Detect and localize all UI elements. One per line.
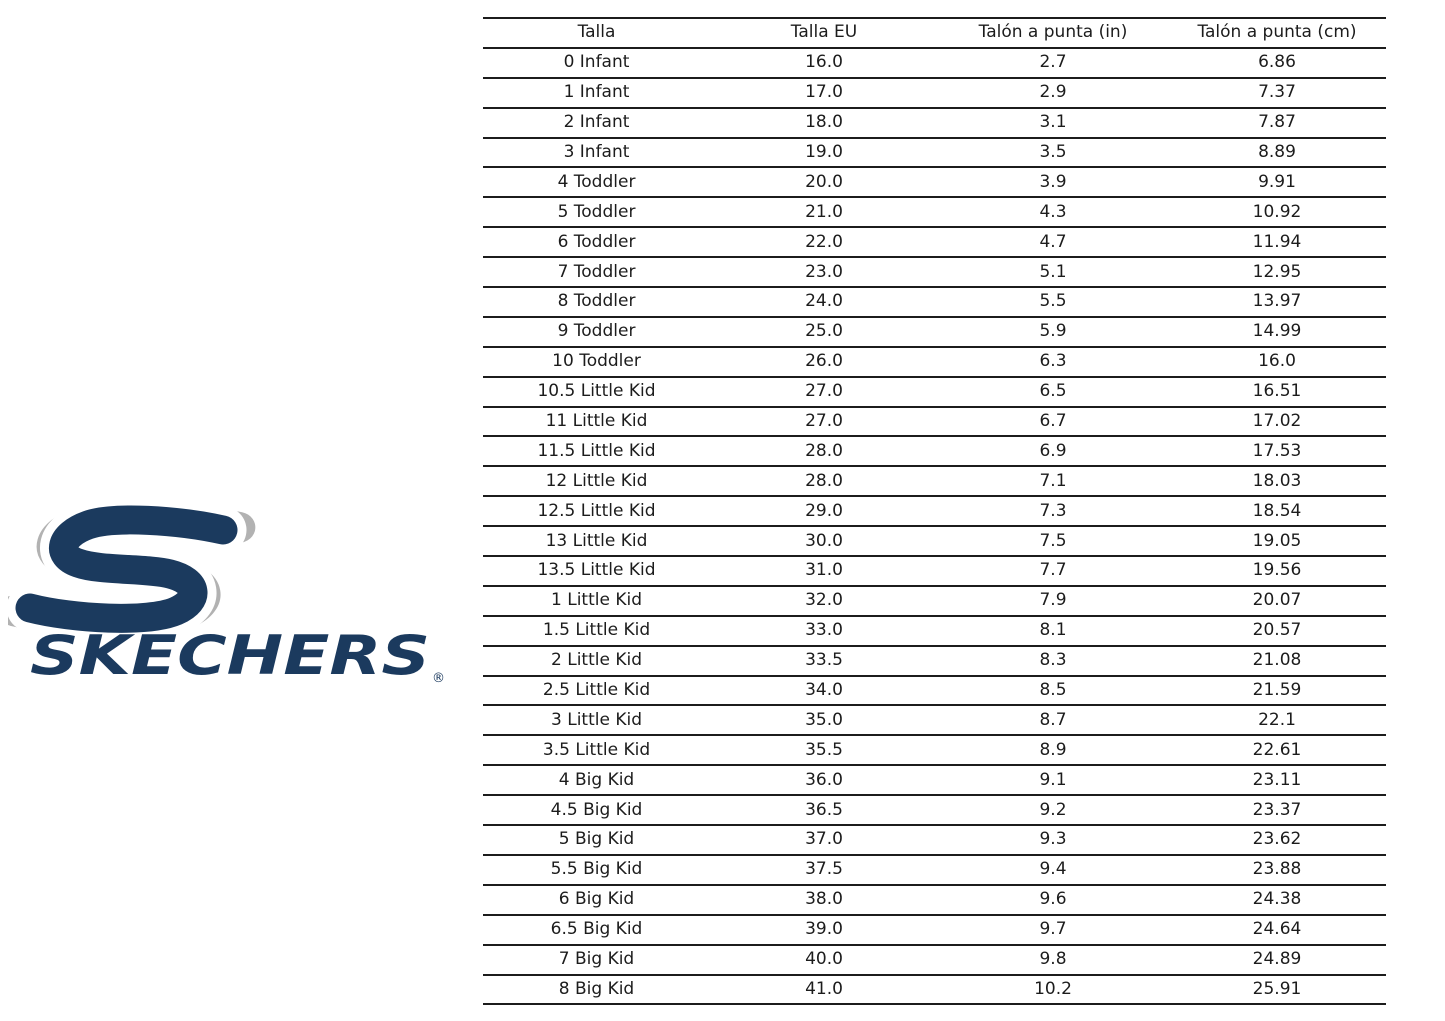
- table-cell: 6 Big Kid: [483, 885, 710, 915]
- table-cell: 11.5 Little Kid: [483, 436, 710, 466]
- table-cell: 2 Little Kid: [483, 646, 710, 676]
- table-cell: 3 Little Kid: [483, 705, 710, 735]
- table-cell: 12.5 Little Kid: [483, 496, 710, 526]
- table-cell: 8.7: [938, 705, 1168, 735]
- table-cell: 8.89: [1168, 138, 1386, 168]
- table-row: [483, 855, 1386, 885]
- table-row: [483, 436, 1386, 466]
- table-row: [483, 735, 1386, 765]
- table-cell: 27.0: [710, 407, 938, 437]
- table-cell: 8.9: [938, 735, 1168, 765]
- table-cell: 16.51: [1168, 377, 1386, 407]
- table-cell: 2.5 Little Kid: [483, 676, 710, 706]
- table-cell: 19.56: [1168, 556, 1386, 586]
- table-row: [483, 616, 1386, 646]
- table-cell: 23.62: [1168, 825, 1386, 855]
- column-header-talla-eu: Talla EU: [710, 18, 938, 48]
- table-cell: 24.38: [1168, 885, 1386, 915]
- table-cell: 7 Toddler: [483, 257, 710, 287]
- table-cell: 4 Big Kid: [483, 765, 710, 795]
- table-cell: 34.0: [710, 676, 938, 706]
- table-cell: 6 Toddler: [483, 227, 710, 257]
- table-cell: 21.59: [1168, 676, 1386, 706]
- table-cell: 20.07: [1168, 586, 1386, 616]
- table-cell: 9.6: [938, 885, 1168, 915]
- table-cell: 12.95: [1168, 257, 1386, 287]
- table-row: [483, 795, 1386, 825]
- table-cell: 13 Little Kid: [483, 526, 710, 556]
- table-cell: 6.5: [938, 377, 1168, 407]
- table-cell: 27.0: [710, 377, 938, 407]
- table-cell: 23.37: [1168, 795, 1386, 825]
- table-cell: 17.0: [710, 78, 938, 108]
- table-cell: 2 Infant: [483, 108, 710, 138]
- registered-mark-icon: ®: [432, 671, 445, 686]
- table-cell: 10.2: [938, 975, 1168, 1005]
- table-row: [483, 257, 1386, 287]
- size-chart-table: [483, 17, 1386, 1005]
- table-cell: 11 Little Kid: [483, 407, 710, 437]
- table-cell: 38.0: [710, 885, 938, 915]
- table-cell: 24.64: [1168, 915, 1386, 945]
- table-cell: 40.0: [710, 945, 938, 975]
- table-cell: 4.5 Big Kid: [483, 795, 710, 825]
- table-row: [483, 526, 1386, 556]
- table-cell: 4.7: [938, 227, 1168, 257]
- table-cell: 6.9: [938, 436, 1168, 466]
- table-cell: 20.57: [1168, 616, 1386, 646]
- table-row: [483, 705, 1386, 735]
- table-cell: 14.99: [1168, 317, 1386, 347]
- table-cell: 18.0: [710, 108, 938, 138]
- table-cell: 16.0: [710, 48, 938, 78]
- table-cell: 10.92: [1168, 197, 1386, 227]
- table-cell: 33.0: [710, 616, 938, 646]
- table-cell: 33.5: [710, 646, 938, 676]
- table-cell: 35.0: [710, 705, 938, 735]
- table-cell: 23.11: [1168, 765, 1386, 795]
- table-cell: 6.86: [1168, 48, 1386, 78]
- table-row: [483, 138, 1386, 168]
- table-cell: 7.9: [938, 586, 1168, 616]
- table-cell: 12 Little Kid: [483, 466, 710, 496]
- table-cell: 41.0: [710, 975, 938, 1005]
- table-row: [483, 646, 1386, 676]
- table-cell: 32.0: [710, 586, 938, 616]
- table-row: [483, 317, 1386, 347]
- table-cell: 6.5 Big Kid: [483, 915, 710, 945]
- table-cell: 7.37: [1168, 78, 1386, 108]
- table-cell: 10.5 Little Kid: [483, 377, 710, 407]
- table-cell: 1 Little Kid: [483, 586, 710, 616]
- table-cell: 16.0: [1168, 347, 1386, 377]
- table-row: [483, 765, 1386, 795]
- table-cell: 3.5 Little Kid: [483, 735, 710, 765]
- table-cell: 6.3: [938, 347, 1168, 377]
- table-cell: 8.5: [938, 676, 1168, 706]
- table-cell: 31.0: [710, 556, 938, 586]
- table-cell: 36.0: [710, 765, 938, 795]
- table-cell: 9.91: [1168, 167, 1386, 197]
- table-row: [483, 227, 1386, 257]
- table-cell: 2.7: [938, 48, 1168, 78]
- table-row: [483, 915, 1386, 945]
- table-cell: 5 Toddler: [483, 197, 710, 227]
- table-cell: 1.5 Little Kid: [483, 616, 710, 646]
- table-cell: 25.0: [710, 317, 938, 347]
- table-row: [483, 407, 1386, 437]
- table-cell: 8.1: [938, 616, 1168, 646]
- column-header-heel-toe-in: Talón a punta (in): [938, 18, 1168, 48]
- table-cell: 19.0: [710, 138, 938, 168]
- table-cell: 8 Big Kid: [483, 975, 710, 1005]
- table-cell: 4.3: [938, 197, 1168, 227]
- table-cell: 1 Infant: [483, 78, 710, 108]
- table-cell: 4 Toddler: [483, 167, 710, 197]
- brand-wordmark: SKECHERS: [30, 624, 430, 687]
- table-row: [483, 676, 1386, 706]
- table-cell: 7 Big Kid: [483, 945, 710, 975]
- column-header-talla: Talla: [483, 18, 710, 48]
- table-cell: 21.0: [710, 197, 938, 227]
- table-row: [483, 825, 1386, 855]
- table-cell: 39.0: [710, 915, 938, 945]
- table-row: [483, 377, 1386, 407]
- table-row: [483, 556, 1386, 586]
- table-row: [483, 197, 1386, 227]
- table-cell: 7.5: [938, 526, 1168, 556]
- table-row: [483, 108, 1386, 138]
- table-cell: 25.91: [1168, 975, 1386, 1005]
- table-row: [483, 885, 1386, 915]
- table-cell: 8.3: [938, 646, 1168, 676]
- table-row: [483, 586, 1386, 616]
- table-cell: 19.05: [1168, 526, 1386, 556]
- table-cell: 24.0: [710, 287, 938, 317]
- table-cell: 36.5: [710, 795, 938, 825]
- table-cell: 22.1: [1168, 705, 1386, 735]
- table-cell: 21.08: [1168, 646, 1386, 676]
- table-cell: 23.88: [1168, 855, 1386, 885]
- table-cell: 5 Big Kid: [483, 825, 710, 855]
- table-cell: 5.5: [938, 287, 1168, 317]
- table-cell: 0 Infant: [483, 48, 710, 78]
- table-cell: 2.9: [938, 78, 1168, 108]
- table-cell: 9.7: [938, 915, 1168, 945]
- table-cell: 20.0: [710, 167, 938, 197]
- table-cell: 37.0: [710, 825, 938, 855]
- table-cell: 29.0: [710, 496, 938, 526]
- table-cell: 17.02: [1168, 407, 1386, 437]
- table-row: [483, 975, 1386, 1005]
- table-row: [483, 78, 1386, 108]
- table-cell: 17.53: [1168, 436, 1386, 466]
- table-cell: 7.87: [1168, 108, 1386, 138]
- table-row: [483, 287, 1386, 317]
- table-header-row: [483, 18, 1386, 48]
- table-cell: 7.3: [938, 496, 1168, 526]
- skechers-logo: [8, 498, 448, 688]
- table-cell: 18.03: [1168, 466, 1386, 496]
- table-cell: 3.1: [938, 108, 1168, 138]
- table-cell: 11.94: [1168, 227, 1386, 257]
- table-row: [483, 466, 1386, 496]
- table-cell: 37.5: [710, 855, 938, 885]
- table-row: [483, 945, 1386, 975]
- table-cell: 5.9: [938, 317, 1168, 347]
- table-cell: 5.5 Big Kid: [483, 855, 710, 885]
- table-cell: 24.89: [1168, 945, 1386, 975]
- table-row: [483, 496, 1386, 526]
- table-cell: 3.5: [938, 138, 1168, 168]
- table-cell: 10 Toddler: [483, 347, 710, 377]
- skechers-s-icon: [8, 498, 448, 688]
- table-cell: 30.0: [710, 526, 938, 556]
- table-cell: 28.0: [710, 436, 938, 466]
- table-cell: 7.1: [938, 466, 1168, 496]
- table-cell: 28.0: [710, 466, 938, 496]
- table-cell: 13.5 Little Kid: [483, 556, 710, 586]
- table-cell: 35.5: [710, 735, 938, 765]
- table-cell: 5.1: [938, 257, 1168, 287]
- table-cell: 26.0: [710, 347, 938, 377]
- table-cell: 3 Infant: [483, 138, 710, 168]
- table-cell: 9.1: [938, 765, 1168, 795]
- size-table-body: [483, 48, 1386, 1005]
- table-cell: 6.7: [938, 407, 1168, 437]
- table-cell: 13.97: [1168, 287, 1386, 317]
- table-cell: 9.3: [938, 825, 1168, 855]
- table-cell: 7.7: [938, 556, 1168, 586]
- table-cell: 9.8: [938, 945, 1168, 975]
- table-cell: 22.0: [710, 227, 938, 257]
- table-cell: 3.9: [938, 167, 1168, 197]
- table-row: [483, 48, 1386, 78]
- table-cell: 8 Toddler: [483, 287, 710, 317]
- table-cell: 18.54: [1168, 496, 1386, 526]
- table-row: [483, 347, 1386, 377]
- table-row: [483, 167, 1386, 197]
- table-cell: 9.4: [938, 855, 1168, 885]
- table-cell: 22.61: [1168, 735, 1386, 765]
- column-header-heel-toe-cm: Talón a punta (cm): [1168, 18, 1386, 48]
- table-cell: 9 Toddler: [483, 317, 710, 347]
- table-cell: 9.2: [938, 795, 1168, 825]
- table-cell: 23.0: [710, 257, 938, 287]
